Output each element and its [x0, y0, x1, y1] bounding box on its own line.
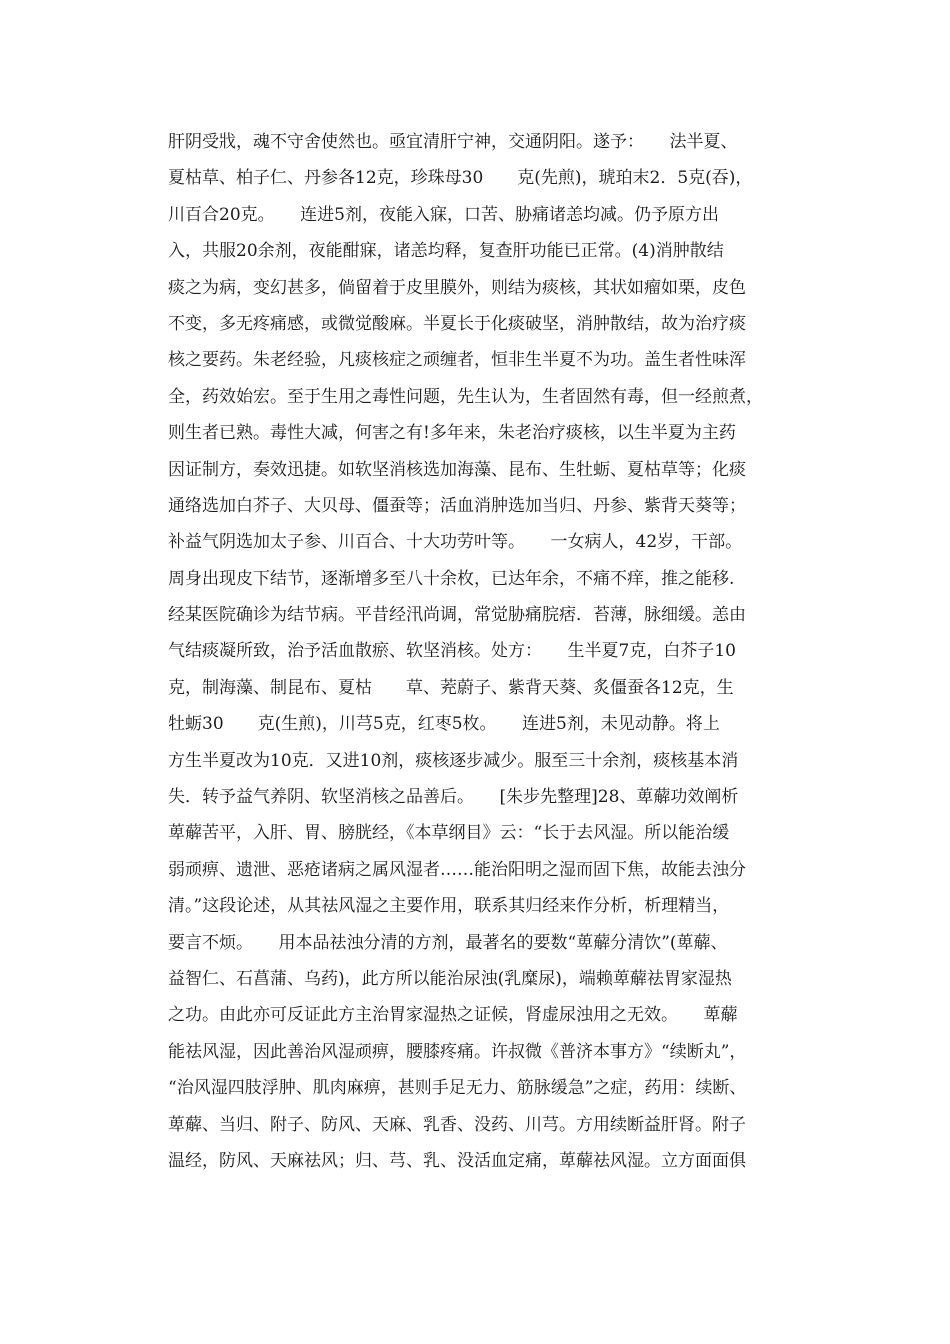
- text-line: 肝阴受戕，魂不守舍使然也。亟宜清肝宁神，交通阴阳。遂予： 法半夏、: [168, 132, 738, 152]
- text-line: 夏枯草、柏子仁、丹参各12克，珍珠母30 克(先煎)，琥珀末2．5克(吞)，: [168, 168, 753, 189]
- text-line: 则生者已熟。毒性大减，何害之有!多年来，朱老治疗痰核，以生半夏为主药: [168, 423, 736, 444]
- text-line: 周身出现皮下结节，逐渐增多至八十余枚，已达年余，不痛不痒，推之能移.: [168, 568, 735, 589]
- text-line: 补益气阴选加太子参、川百合、十大功劳叶等。 一女病人，42岁，干部。: [168, 532, 743, 553]
- text-line: 能祛风湿，因此善治风湿顽痹，腰膝疼痛。许叔微《普济本事方》“续断丸”，: [168, 1041, 747, 1062]
- text-line: 气结痰凝所致，治予活血散瘀、软坚消核。处方： 生半夏7克，白芥子10: [168, 641, 736, 662]
- text-line: 清。”这段论述，从其祛风湿之主要作用，联系其归经来作分析，析理精当，: [168, 896, 730, 917]
- text-line: 要言不烦。 用本品祛浊分清的方剂，最著名的要数“萆薢分清饮”(萆薢、: [168, 932, 728, 953]
- text-line: 不变，多无疼痛感，或微觉酸麻。半夏长于化痰破坚，消肿散结，故为治疗痰: [168, 313, 746, 334]
- text-line: 克，制海藻、制昆布、夏枯 草、茺蔚子、紫背天葵、炙僵蚕各12克，生: [168, 677, 734, 698]
- text-line: 萆薢、当归、附子、防风、天麻、乳香、没药、川芎。方用续断益肝肾。附子: [168, 1114, 746, 1135]
- body-text: [168, 124, 828, 1179]
- text-line: 方生半夏改为10克．又进10剂，痰核逐步减少。服至三十余剂，痰核基本消: [168, 750, 739, 771]
- text-line: “治风湿四肢浮肿、肌肉麻痹，甚则手足无力、筋脉缓急”之症，药用：续断、: [168, 1078, 747, 1099]
- text-line: 因证制方，奏效迅捷。如软坚消核选加海藻、昆布、生牡蛎、夏枯草等；化痰: [168, 459, 746, 480]
- text-line: 经某医院确诊为结节病。平昔经汛尚调，常觉胁痛脘痞．苔薄，脉细缓。恙由: [168, 605, 746, 626]
- text-line: 益智仁、石菖蒲、乌药)，此方所以能治尿浊(乳糜尿)，端赖萆薢祛胃家湿热: [168, 968, 732, 989]
- text-line: 全，药效始宏。至于生用之毒性问题，先生认为，生者固然有毒，但一经煎煮，: [168, 386, 763, 407]
- text-line: 弱顽痹、遗泄、恶疮诸病之属风湿者……能治阳明之湿而固下焦，故能去浊分: [168, 859, 746, 880]
- text-line: 之功。由此亦可反证此方主治胃家湿热之证候，肾虚尿浊用之无效。 萆薢: [168, 1005, 738, 1026]
- text-line: 萆薢苦平，入肝、胃、膀胱经，《本草纲目》云：“长于去风湿。所以能治缓: [168, 823, 730, 844]
- text-line: 温经，防风、天麻祛风；归、芎、乳、没活血定痛，萆薢祛风湿。立方面面俱: [168, 1150, 746, 1171]
- text-line: 核之要药。朱老经验，凡痰核症之顽缠者，恒非生半夏不为功。盖生者性味浑: [168, 350, 746, 371]
- text-line: 失．转予益气养阴、软坚消核之品善后。 [朱步先整理]28、萆薢功效阐析: [168, 787, 739, 808]
- text-line: 入，共服20余剂，夜能酣寐，诸恙均释，复查肝功能已正常。(4)消肿散结: [168, 241, 724, 262]
- text-line: 通络选加白芥子、大贝母、僵蚕等；活血消肿选加当归、丹参、紫背天葵等；: [168, 495, 746, 516]
- text-line: 川百合20克。 连进5剂，夜能入寐，口苦、胁痛诸恙均减。仍予原方出: [168, 204, 719, 225]
- text-line: 痰之为病，变幻甚多，倘留着于皮里膜外，则结为痰核，其状如瘤如栗，皮色: [168, 277, 746, 298]
- text-line: 牡蛎30 克(生煎)，川芎5克，红枣5枚。 连进5剂，未见动静。将上: [168, 714, 720, 735]
